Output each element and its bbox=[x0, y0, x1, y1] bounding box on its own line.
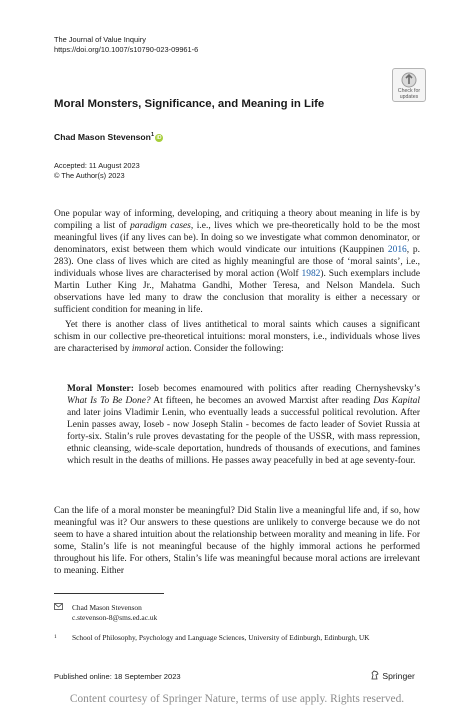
springer-horse-icon bbox=[370, 670, 380, 680]
journal-header bbox=[54, 35, 198, 55]
citation-link[interactable]: 1982 bbox=[301, 268, 321, 279]
published-date: Published online: 18 September 2023 bbox=[54, 672, 181, 681]
affiliation-text: School of Philosophy, Psychology and Language Sciences, University of Edinburgh, Edinburgh, UK bbox=[72, 633, 370, 642]
contact-name: Chad Mason Stevenson bbox=[72, 603, 142, 612]
copyright: © The Author(s) 2023 bbox=[54, 171, 125, 180]
paragraph-3: Can the life of a moral monster be meaningful? Did Stalin live a meaningful life and, if so, how meaningful was it? Our answers to these questions are unlikely to converge because we do not seem to have a shared intuition about the relationship between morality and meaning in life. For some, Stalin’s life is not meaningful because of the highly immoral actions he performed throughout his life. For others, Stalin’s life was meaningful because moral actions are irrelevant to meaning. Either bbox=[54, 506, 420, 576]
footnote-divider bbox=[54, 593, 164, 594]
contact-email[interactable]: c.stevenson-8@sms.ed.ac.uk bbox=[72, 612, 158, 622]
journal-name: The Journal of Value Inquiry bbox=[54, 35, 146, 44]
courtesy-notice: Content courtesy of Springer Nature, terms of use apply. Rights reserved. bbox=[69, 693, 405, 705]
author-line bbox=[54, 132, 163, 142]
citation-link[interactable]: 2016 bbox=[387, 244, 407, 255]
envelope-icon bbox=[54, 603, 63, 613]
article-dates bbox=[54, 161, 140, 181]
affiliation-number: 1 bbox=[54, 634, 57, 640]
article-title: Moral Monsters, Significance, and Meaning in Life bbox=[54, 98, 325, 110]
check-for-updates-badge[interactable] bbox=[392, 68, 426, 102]
badge-line2: updates bbox=[399, 93, 419, 100]
quote-label: Moral Monster: bbox=[67, 384, 134, 394]
check-for-updates-icon bbox=[401, 72, 417, 88]
badge-line1: Check for bbox=[397, 88, 421, 94]
doi-link[interactable]: https://doi.org/10.1007/s10790-023-09961-6 bbox=[54, 45, 199, 54]
accepted-date: Accepted: 11 August 2023 bbox=[54, 161, 140, 170]
correspondence-footnote bbox=[54, 603, 158, 622]
paragraph-1: One popular way of informing, developing, and critiquing a theory about meaning in life is by compiling a list of paradigm cases, i.e., lives which we pre-theoretically hold to be the most meaningful lives (if any lives can be). In doing so we investigate what common denominator, or denominators, exist between them which would vindicate our intuitions (Kauppinen 2016, p. 283). One class of lives which are cited as highly meaningful are those of ‘moral saints’, i.e., individuals whose lives are characterised by moral action (Wolf 1982). Such exemplars include Martin Luther King Jr., Mahatma Gandhi, Mother Teresa, and Nelson Mandela. Such observations have led many to draw the conclusion that morality is either a necessary or sufficient condition for meaning in life. bbox=[54, 209, 421, 315]
block-quote: Moral Monster: Ioseb becomes enamoured with politics after reading Chernyshevsky’s What Is To Be Done? At fifteen, he becomes an avowed Marxist after reading Das Kapital and later joins Vladimir Lenin, who eventually leads a successful political revolution. After Lenin passes away, Ioseb - now Joseph Stalin - becomes de facto leader of Soviet Russia at forty-six. Stalin’s rule proves devastating for the people of the USSR, with mass repression, ethnic cleansing, wide-scale deportation, hundreds of thousands of executions, and famines which result in the deaths of millions. He passes away peacefully in bed at age seventy-four. bbox=[67, 384, 421, 466]
springer-logo bbox=[370, 670, 415, 681]
author-affil-sup: 1 bbox=[150, 132, 154, 139]
paragraph-2: Yet there is another class of lives antithetical to moral saints which causes a significant schism in our collective pre-theoretical intuitions: moral monsters, i.e., individuals whose lives are characterised by immoral action. Consider the following: bbox=[54, 320, 420, 354]
author-name[interactable]: Chad Mason Stevenson bbox=[54, 132, 151, 142]
publisher-name: Springer bbox=[382, 671, 415, 681]
orcid-icon[interactable]: iD bbox=[156, 135, 162, 141]
